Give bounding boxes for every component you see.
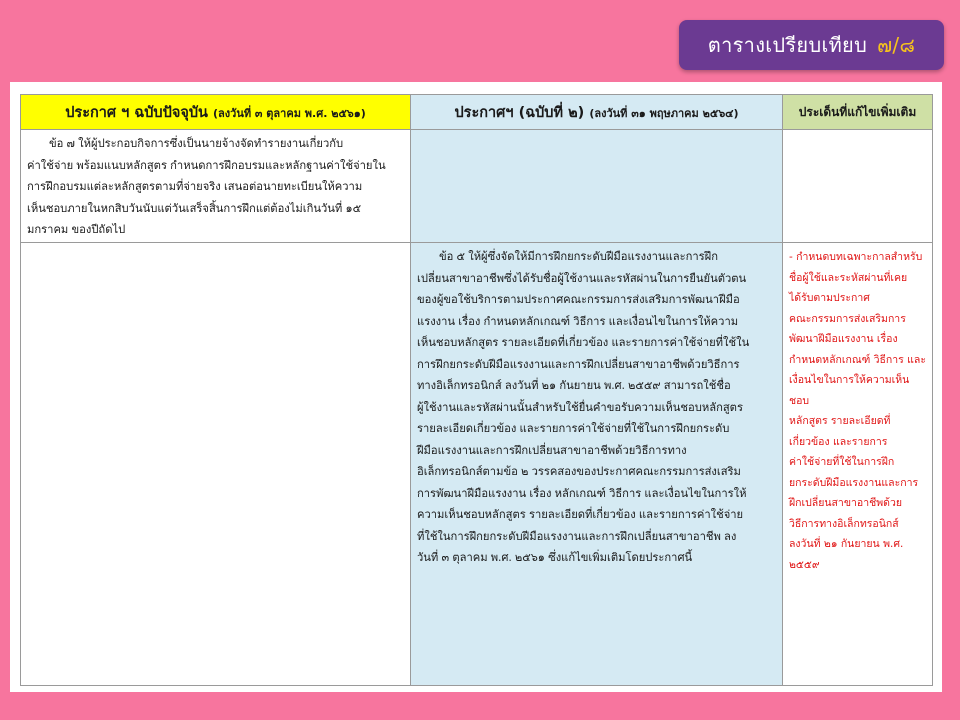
text-line: มกราคม ของปีถัดไป <box>27 223 126 236</box>
issue-note-text <box>783 243 932 575</box>
issue-empty-cell <box>783 130 933 243</box>
text-line: หลักสูตร รายละเอียดที่ <box>789 415 891 427</box>
text-line: กำหนดหลักเกณฑ์ วิธีการ และ <box>789 353 927 366</box>
text-line: ข้อ ๗ ให้ผู้ประกอบกิจการซึ่งเป็นนายจ้างจัดทำรายงานเกี่ยวกับ <box>49 137 344 150</box>
text-line: ของผู้ขอใช้บริการตามประกาศคณะกรรมการส่งเสริมการพัฒนาฝีมือ <box>417 293 740 306</box>
issue-note-cell <box>783 243 933 686</box>
slide-title: ตารางเปรียบเทียบ <box>707 33 868 57</box>
current-empty-cell <box>21 243 411 686</box>
header-amended-issues: ประเด็นที่แก้ไขเพิ่มเติม <box>783 95 933 130</box>
text-line: ทางอิเล็กทรอนิกส์ ลงวันที่ ๒๑ กันยายน พ.ศ. ๒๕๕๙ สามารถใช้ชื่อ <box>417 379 731 392</box>
text-line: ชื่อผู้ใช้และระหัสผ่านที่เคย <box>789 271 908 284</box>
current-clause-cell <box>21 130 411 243</box>
slide-content <box>10 82 942 692</box>
text-line: ได้รับตามประกาศ <box>789 292 870 304</box>
text-line: ที่ใช้ในการฝึกยกระดับฝีมือแรงงานและการฝึกเปลี่ยนสาขาอาชีพ ลง <box>417 529 737 543</box>
table-row <box>21 130 933 243</box>
table-header-row <box>21 95 933 130</box>
amend-clause-text <box>411 243 782 569</box>
slide-title-badge <box>679 20 944 70</box>
text-line: ความเห็นชอบหลักสูตร รายละเอียดที่เกี่ยวข้อง และรายการค่าใช้จ่าย <box>417 508 744 521</box>
text-line: เกี่ยวข้อง และรายการ <box>789 435 888 448</box>
header-amendment-announcement: ประกาศฯ (ฉบับที่ ๒) (ลงวันที่ ๓๑ พฤษภาคม ๒๕๖๔) <box>411 95 783 130</box>
table-row <box>21 243 933 686</box>
text-line: การฝึกอบรมแต่ละหลักสูตรตามที่จ่ายจริง เสนอต่อนายทะเบียนให้ความ <box>27 180 363 193</box>
comparison-table <box>20 94 933 686</box>
text-line: ลงวันที่ ๒๑ กันยายน พ.ศ. <box>789 538 904 550</box>
text-line: วิธีการทางอิเล็กทรอนิกส์ <box>789 517 899 530</box>
text-line: ข้อ ๕ ให้ผู้ซึ่งจัดให้มีการฝึกยกระดับฝีมือแรงงานและการฝึก <box>439 250 719 263</box>
text-line: เห็นชอบภายในหกสิบวันนับแต่วันเสร็จสิ้นการฝึกแต่ต้องไม่เกินวันที่ ๑๕ <box>27 201 362 215</box>
text-line: พัฒนาฝีมือแรงงาน เรื่อง <box>789 333 898 345</box>
text-line: เปลี่ยนสาขาอาชีพซึ่งได้รับชื่อผู้ใช้งานและรหัสผ่านในการยืนยันตัวตน <box>417 271 747 285</box>
header-current-announcement: ประกาศ ฯ ฉบับปัจจุบัน (ลงวันที่ ๓ ตุลาคม พ.ศ. ๒๕๖๑) <box>21 95 411 130</box>
text-line: เห็นชอบหลักสูตร รายละเอียดที่เกี่ยวข้อง และรายการค่าใช้จ่ายที่ใช้ใน <box>417 336 750 349</box>
text-line: ฝีมือแรงงานและการฝึกเปลี่ยนสาขาอาชีพด้วยวิธีการทาง <box>417 443 687 457</box>
text-line: การพัฒนาฝีมือแรงงาน เรื่อง หลักเกณฑ์ วิธีการ และเงื่อนไขในการให้ <box>417 486 747 500</box>
text-line: ๒๕๕๙ <box>789 558 820 571</box>
text-line: ฝึกเปลี่ยนสาขาอาชีพด้วย <box>789 497 903 509</box>
text-line: แรงงาน เรื่อง กำหนดหลักเกณฑ์ วิธีการ และเงื่อนไขในการให้ความ <box>417 314 739 328</box>
amend-empty-cell <box>411 130 783 243</box>
text-line: การฝึกยกระดับฝีมือแรงงานและการฝึกเปลี่ยนสาขาอาชีพด้วยวิธีการ <box>417 357 740 371</box>
text-line: เงื่อนไขในการให้ความเห็นชอบ <box>789 374 910 407</box>
page-number: ๗/๘ <box>877 33 916 57</box>
text-line: อิเล็กทรอนิกส์ตามข้อ ๒ วรรคสองของประกาศคณะกรรมการส่งเสริม <box>417 465 741 478</box>
current-clause-text <box>21 130 410 241</box>
text-line: ยกระดับฝีมือแรงงานและการ <box>789 476 919 489</box>
text-line: ค่าใช้จ่าย พร้อมแนบหลักสูตร กำหนดการฝึกอบรมและหลักฐานค่าใช้จ่ายใน <box>27 158 386 172</box>
text-line: - กำหนดบทเฉพาะกาลสำหรับ <box>789 251 923 263</box>
text-line: วันที่ ๓ ตุลาคม พ.ศ. ๒๕๖๑ ซึ่งแก้ไขเพิ่มเติมโดยประกาศนี้ <box>417 551 693 564</box>
amend-clause-cell <box>411 243 783 686</box>
text-line: ผู้ใช้งานและรหัสผ่านนั้นสำหรับใช้ยื่นคำขอรับความเห็นชอบหลักสูตร <box>417 400 743 414</box>
text-line: คณะกรรมการส่งเสริมการ <box>789 312 906 325</box>
text-line: ค่าใช้จ่ายที่ใช้ในการฝึก <box>789 456 895 468</box>
text-line: รายละเอียดเกี่ยวข้อง และรายการค่าใช้จ่ายที่ใช้ในการฝึกยกระดับ <box>417 422 730 435</box>
